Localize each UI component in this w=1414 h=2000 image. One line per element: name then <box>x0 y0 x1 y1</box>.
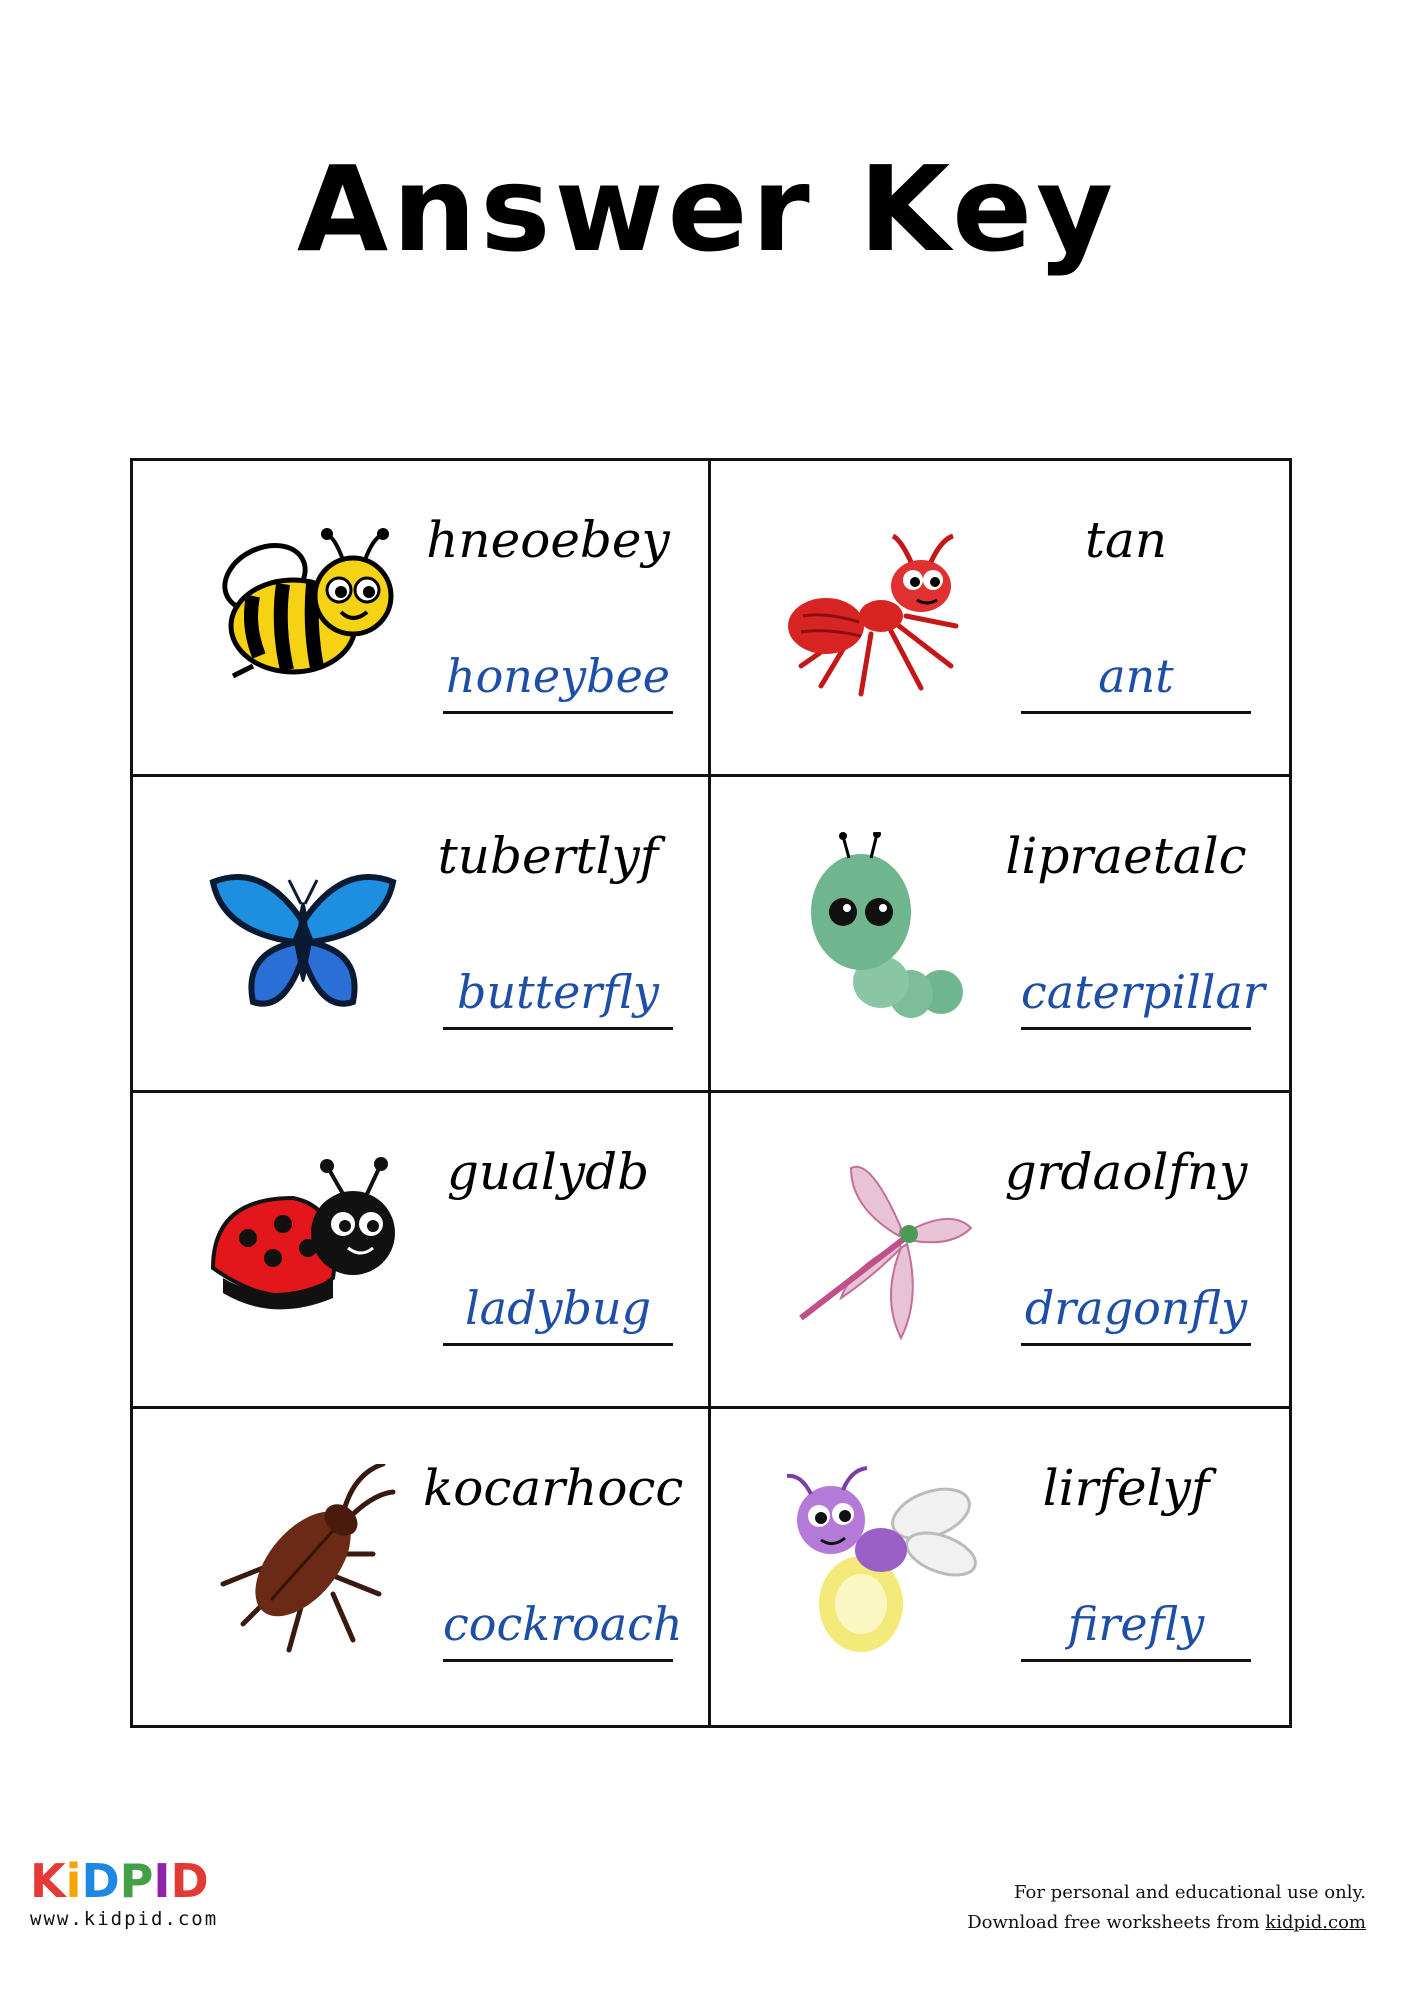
page-title: Answer Key <box>296 140 1118 278</box>
footer-note <box>967 1878 1366 1938</box>
scrambled-word: tubertlyf <box>437 827 659 885</box>
footer-line-1: For personal and educational use only. <box>1014 1882 1366 1903</box>
puzzle-cell-dragonfly <box>711 1093 1289 1409</box>
puzzle-cell-butterfly <box>133 777 711 1093</box>
cockroach-icon <box>203 1464 403 1664</box>
answer-line: ladybug <box>443 1273 673 1346</box>
ladybug-icon <box>203 1148 403 1348</box>
worksheet-grid <box>130 458 1292 1728</box>
footer-link[interactable]: kidpid.com <box>1265 1912 1366 1933</box>
puzzle-cell-cockroach <box>133 1409 711 1725</box>
scrambled-word: lirfelyf <box>1042 1459 1210 1517</box>
answer-line: caterpillar <box>1021 957 1251 1030</box>
caterpillar-icon <box>781 832 981 1032</box>
logo-url: www.kidpid.com <box>30 1908 219 1930</box>
puzzle-cell-ant <box>711 461 1289 777</box>
answer-line: cockroach <box>443 1589 673 1662</box>
puzzle-cell-caterpillar <box>711 777 1289 1093</box>
logo-wordmark: KiDPID <box>30 1854 209 1908</box>
scrambled-word: hneoebey <box>426 511 670 569</box>
footer-line-2: Download free worksheets from kidpid.com <box>967 1912 1366 1933</box>
bee-icon <box>203 516 403 716</box>
answer-line: honeybee <box>443 641 673 714</box>
answer-line: ant <box>1021 641 1251 714</box>
ant-icon <box>781 516 981 716</box>
answer-line: dragonfly <box>1021 1273 1251 1346</box>
kidpid-logo <box>30 1854 219 1930</box>
scrambled-word: lipraetalc <box>1005 827 1247 885</box>
answer-line: butterfly <box>443 957 673 1030</box>
scrambled-word: gualydb <box>446 1143 650 1201</box>
puzzle-cell-honeybee <box>133 461 711 777</box>
firefly-icon <box>781 1464 981 1664</box>
scrambled-word: grdaolfny <box>1004 1143 1248 1201</box>
puzzle-cell-ladybug <box>133 1093 711 1409</box>
scrambled-word: kocarhocc <box>423 1459 684 1517</box>
puzzle-cell-firefly <box>711 1409 1289 1725</box>
answer-line: firefly <box>1021 1589 1251 1662</box>
scrambled-word: tan <box>1084 511 1168 569</box>
butterfly-icon <box>203 832 403 1032</box>
dragonfly-icon <box>781 1148 981 1348</box>
